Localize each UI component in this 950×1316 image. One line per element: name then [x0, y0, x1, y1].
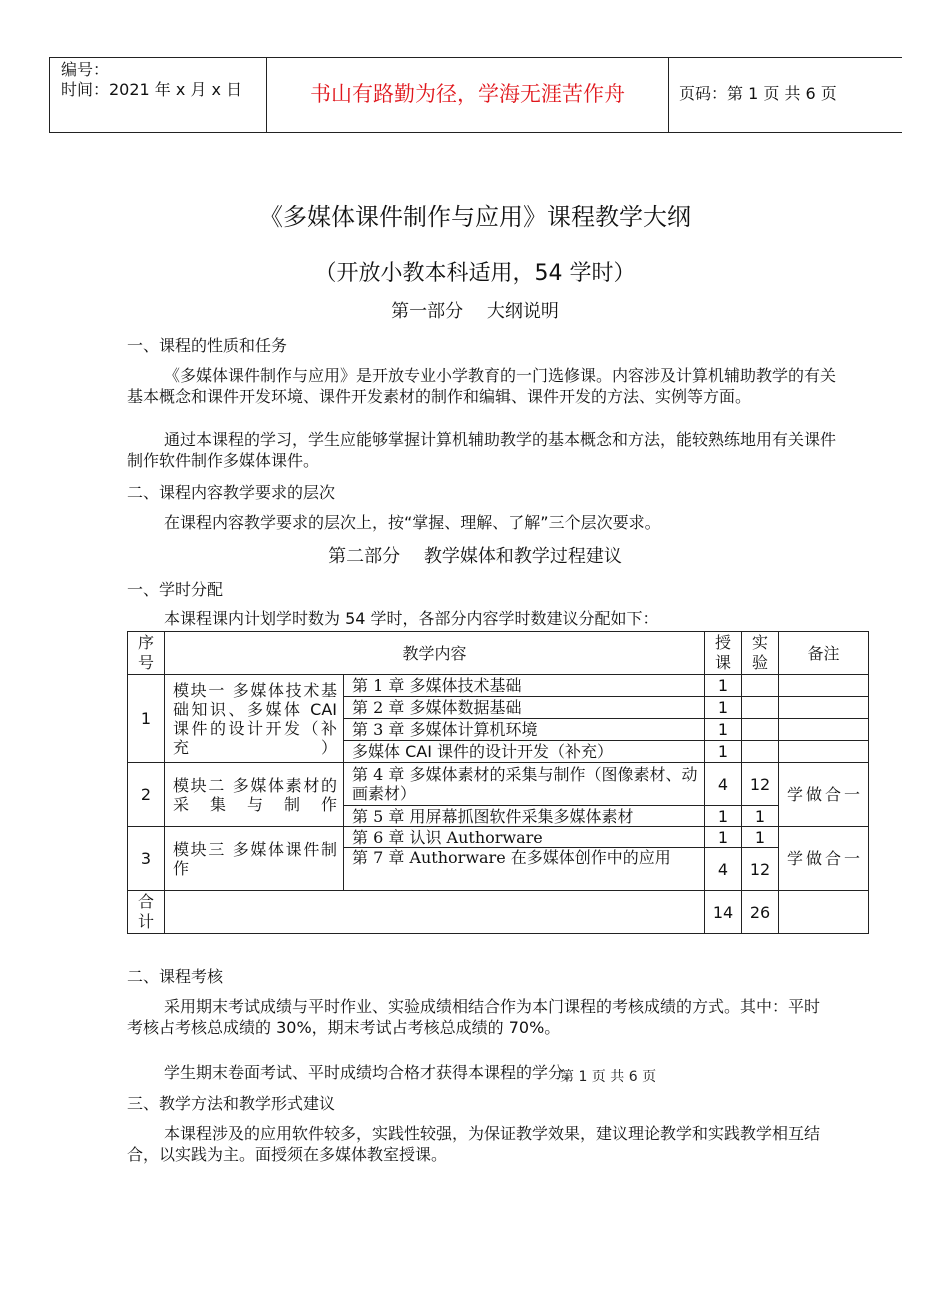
section-nature-paragraph-1: 《多媒体课件制作与应用》是开放专业小学教育的一门选修课。内容涉及计算机辅助教学的有关基本概念和课件开发环境、课件开发素材的制作和编辑、课件开发的方法、实例等方面。 [127, 366, 837, 406]
chapter-lab [742, 741, 779, 763]
page-footer: 第 1 页 共 6 页 [560, 1069, 657, 1085]
section-levels-heading: 二、课程内容教学要求的层次 [127, 483, 336, 502]
total-lecture: 14 [705, 891, 742, 934]
chapter-title: 第 5 章 用屏幕抓图软件采集多媒体素材 [344, 806, 705, 827]
chapter-lecture: 4 [705, 763, 742, 806]
chapter-title: 多媒体 CAI 课件的设计开发（补充） [344, 741, 705, 763]
header-remark: 备注 [779, 632, 869, 675]
section-methods-heading: 三、教学方法和教学形式建议 [127, 1094, 336, 1113]
document-header [49, 57, 902, 133]
part-two-heading: 第二部分 教学媒体和教学过程建议 [328, 546, 622, 567]
header-motto-cell [267, 58, 669, 132]
chapter-lab: 12 [742, 848, 779, 891]
chapter-title: 第 1 章 多媒体技术基础 [344, 675, 705, 697]
chapter-title: 第 7 章 Authorware 在多媒体创作中的应用 [344, 848, 705, 891]
section-assessment-paragraph-1: 采用期末考试成绩与平时作业、实验成绩相结合作为本门课程的考核成绩的方式。其中：平时考核占考核总成绩的 30%，期末考试占考核总成绩的 70%。 [127, 997, 821, 1037]
table-row [128, 763, 869, 806]
part-one-heading: 第一部分 大纲说明 [391, 301, 559, 322]
section-nature-heading: 一、课程的性质和任务 [127, 336, 288, 355]
module-seq: 1 [128, 675, 165, 763]
chapter-lab [742, 719, 779, 741]
table-header-row [128, 632, 869, 675]
module-seq: 2 [128, 763, 165, 827]
chapter-lab [742, 675, 779, 697]
chapter-title: 第 2 章 多媒体数据基础 [344, 697, 705, 719]
chapter-title: 第 6 章 认识 Authorware [344, 827, 705, 848]
header-content: 教学内容 [165, 632, 705, 675]
section-assessment-paragraph-2: 学生期末卷面考试、平时成绩均合格才获得本课程的学分。 [164, 1063, 581, 1082]
module-remark: 学做合一 [779, 763, 869, 827]
header-lecture: 授 课 [705, 632, 742, 675]
chapter-lecture: 1 [705, 827, 742, 848]
section-levels-paragraph: 在课程内容教学要求的层次上，按“掌握、理解、了解”三个层次要求。 [164, 513, 661, 532]
chapter-lecture: 1 [705, 675, 742, 697]
hours-table [127, 631, 869, 934]
time-label: 时间：2021 年 x 月 x 日 [61, 80, 243, 99]
chapter-title: 第 4 章 多媒体素材的采集与制作（图像素材、动画素材） [344, 763, 705, 806]
section-methods-paragraph: 本课程涉及的应用软件较多，实践性较强，为保证教学效果，建议理论教学和实践教学相互结合，以实践为主。面授须在多媒体教室授课。 [127, 1124, 821, 1164]
header-lab: 实 验 [742, 632, 779, 675]
chapter-lab: 1 [742, 827, 779, 848]
table-row [128, 827, 869, 848]
section-hours-paragraph: 本课程课内计划学时数为 54 学时，各部分内容学时数建议分配如下： [164, 609, 659, 628]
chapter-lab [742, 697, 779, 719]
document-subtitle: （开放小教本科适用，54 学时） [314, 261, 636, 286]
total-lab: 26 [742, 891, 779, 934]
motto: 书山有路勤为径，学海无涯苦作舟 [310, 82, 625, 106]
serial-label: 编号： [61, 60, 110, 79]
header-info-cell [50, 58, 267, 132]
chapter-lecture: 1 [705, 697, 742, 719]
module-name: 模块一 多媒体技术基础知识、多媒体 CAI 课件的设计开发（补充） [165, 675, 344, 763]
chapter-lecture: 1 [705, 806, 742, 827]
chapter-title: 第 3 章 多媒体计算机环境 [344, 719, 705, 741]
chapter-lecture: 4 [705, 848, 742, 891]
table-total-row [128, 891, 869, 934]
table-row [128, 675, 869, 697]
document-title: 《多媒体课件制作与应用》课程教学大纲 [259, 203, 691, 231]
chapter-lab: 1 [742, 806, 779, 827]
section-hours-heading: 一、学时分配 [127, 580, 224, 599]
header-seq: 序 号 [128, 632, 165, 675]
page-number-label: 页码：第 1 页 共 6 页 [679, 84, 837, 103]
module-remark [779, 675, 869, 697]
section-nature-paragraph-2: 通过本课程的学习，学生应能够掌握计算机辅助教学的基本概念和方法，能较熟练地用有关课件制作软件制作多媒体课件。 [127, 430, 837, 470]
module-name: 模块二 多媒体素材的采集与制作 [165, 763, 344, 827]
chapter-lecture: 1 [705, 741, 742, 763]
chapter-lab: 12 [742, 763, 779, 806]
section-assessment-heading: 二、课程考核 [127, 967, 224, 986]
module-remark: 学做合一 [779, 827, 869, 891]
chapter-lecture: 1 [705, 719, 742, 741]
module-name: 模块三 多媒体课件制作 [165, 827, 344, 891]
total-label: 合 计 [128, 891, 165, 934]
module-seq: 3 [128, 827, 165, 891]
